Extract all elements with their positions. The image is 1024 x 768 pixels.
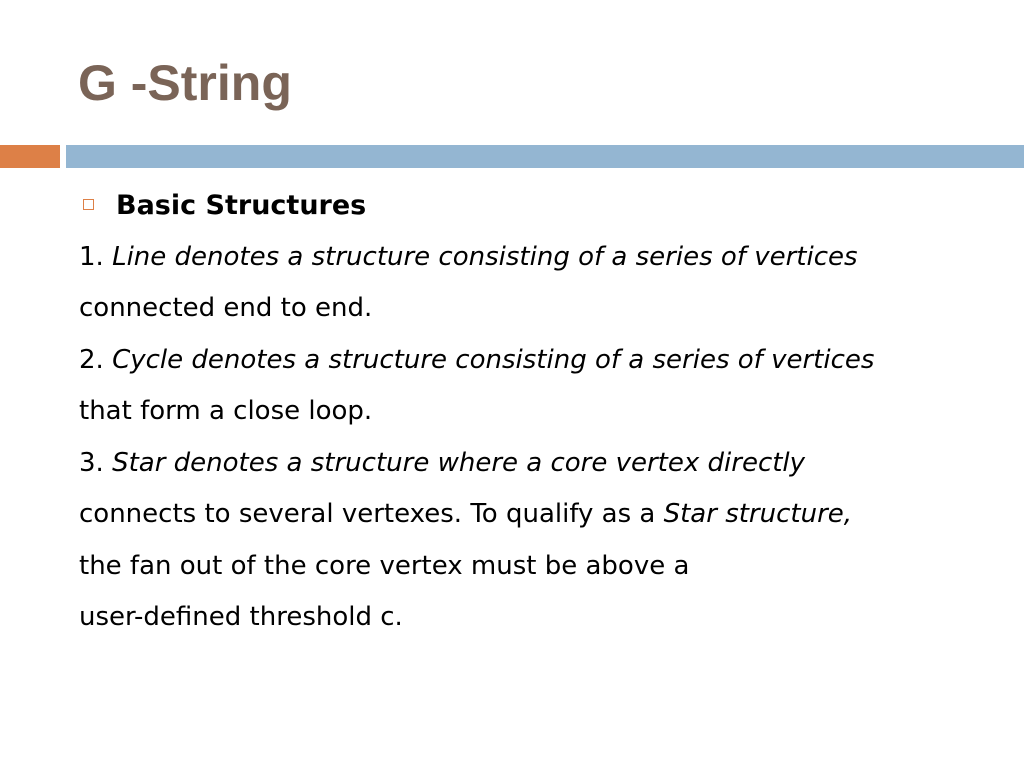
item-number: 1. [79, 241, 113, 272]
divider-accent [0, 145, 60, 168]
text-line-1 [79, 232, 999, 284]
text-line-7 [79, 541, 999, 593]
item-text: Line denotes a structure consisting of a series of vertices [112, 241, 858, 272]
item-number: 2. [79, 344, 113, 375]
item-text: user-defined threshold c. [79, 602, 403, 632]
text-line-6 [79, 489, 999, 541]
item-text: connects to several vertexes. To qualify as a [79, 499, 664, 529]
square-bullet-icon [83, 199, 94, 210]
item-text: Star denotes a structure where a core vertex directly [112, 447, 806, 478]
item-text: Cycle denotes a structure consisting of a series of vertices [112, 344, 875, 375]
text-line-3 [79, 335, 999, 387]
item-text: connected end to end. [79, 293, 373, 323]
item-text: the fan out of the core vertex must be above a [79, 550, 690, 581]
divider-bar [66, 145, 1024, 168]
text-line-8 [79, 592, 999, 644]
text-line-2 [79, 283, 999, 335]
item-text: that form a close loop. [79, 396, 373, 426]
slide-title: G -String [78, 55, 292, 111]
bullet-heading: Basic Structures [116, 190, 367, 221]
bullet-item [79, 180, 999, 232]
text-line-4 [79, 386, 999, 438]
item-text-emphasis: Star structure, [663, 499, 853, 529]
slide-content [79, 180, 999, 644]
item-number: 3. [79, 447, 113, 478]
text-line-5 [79, 438, 999, 490]
